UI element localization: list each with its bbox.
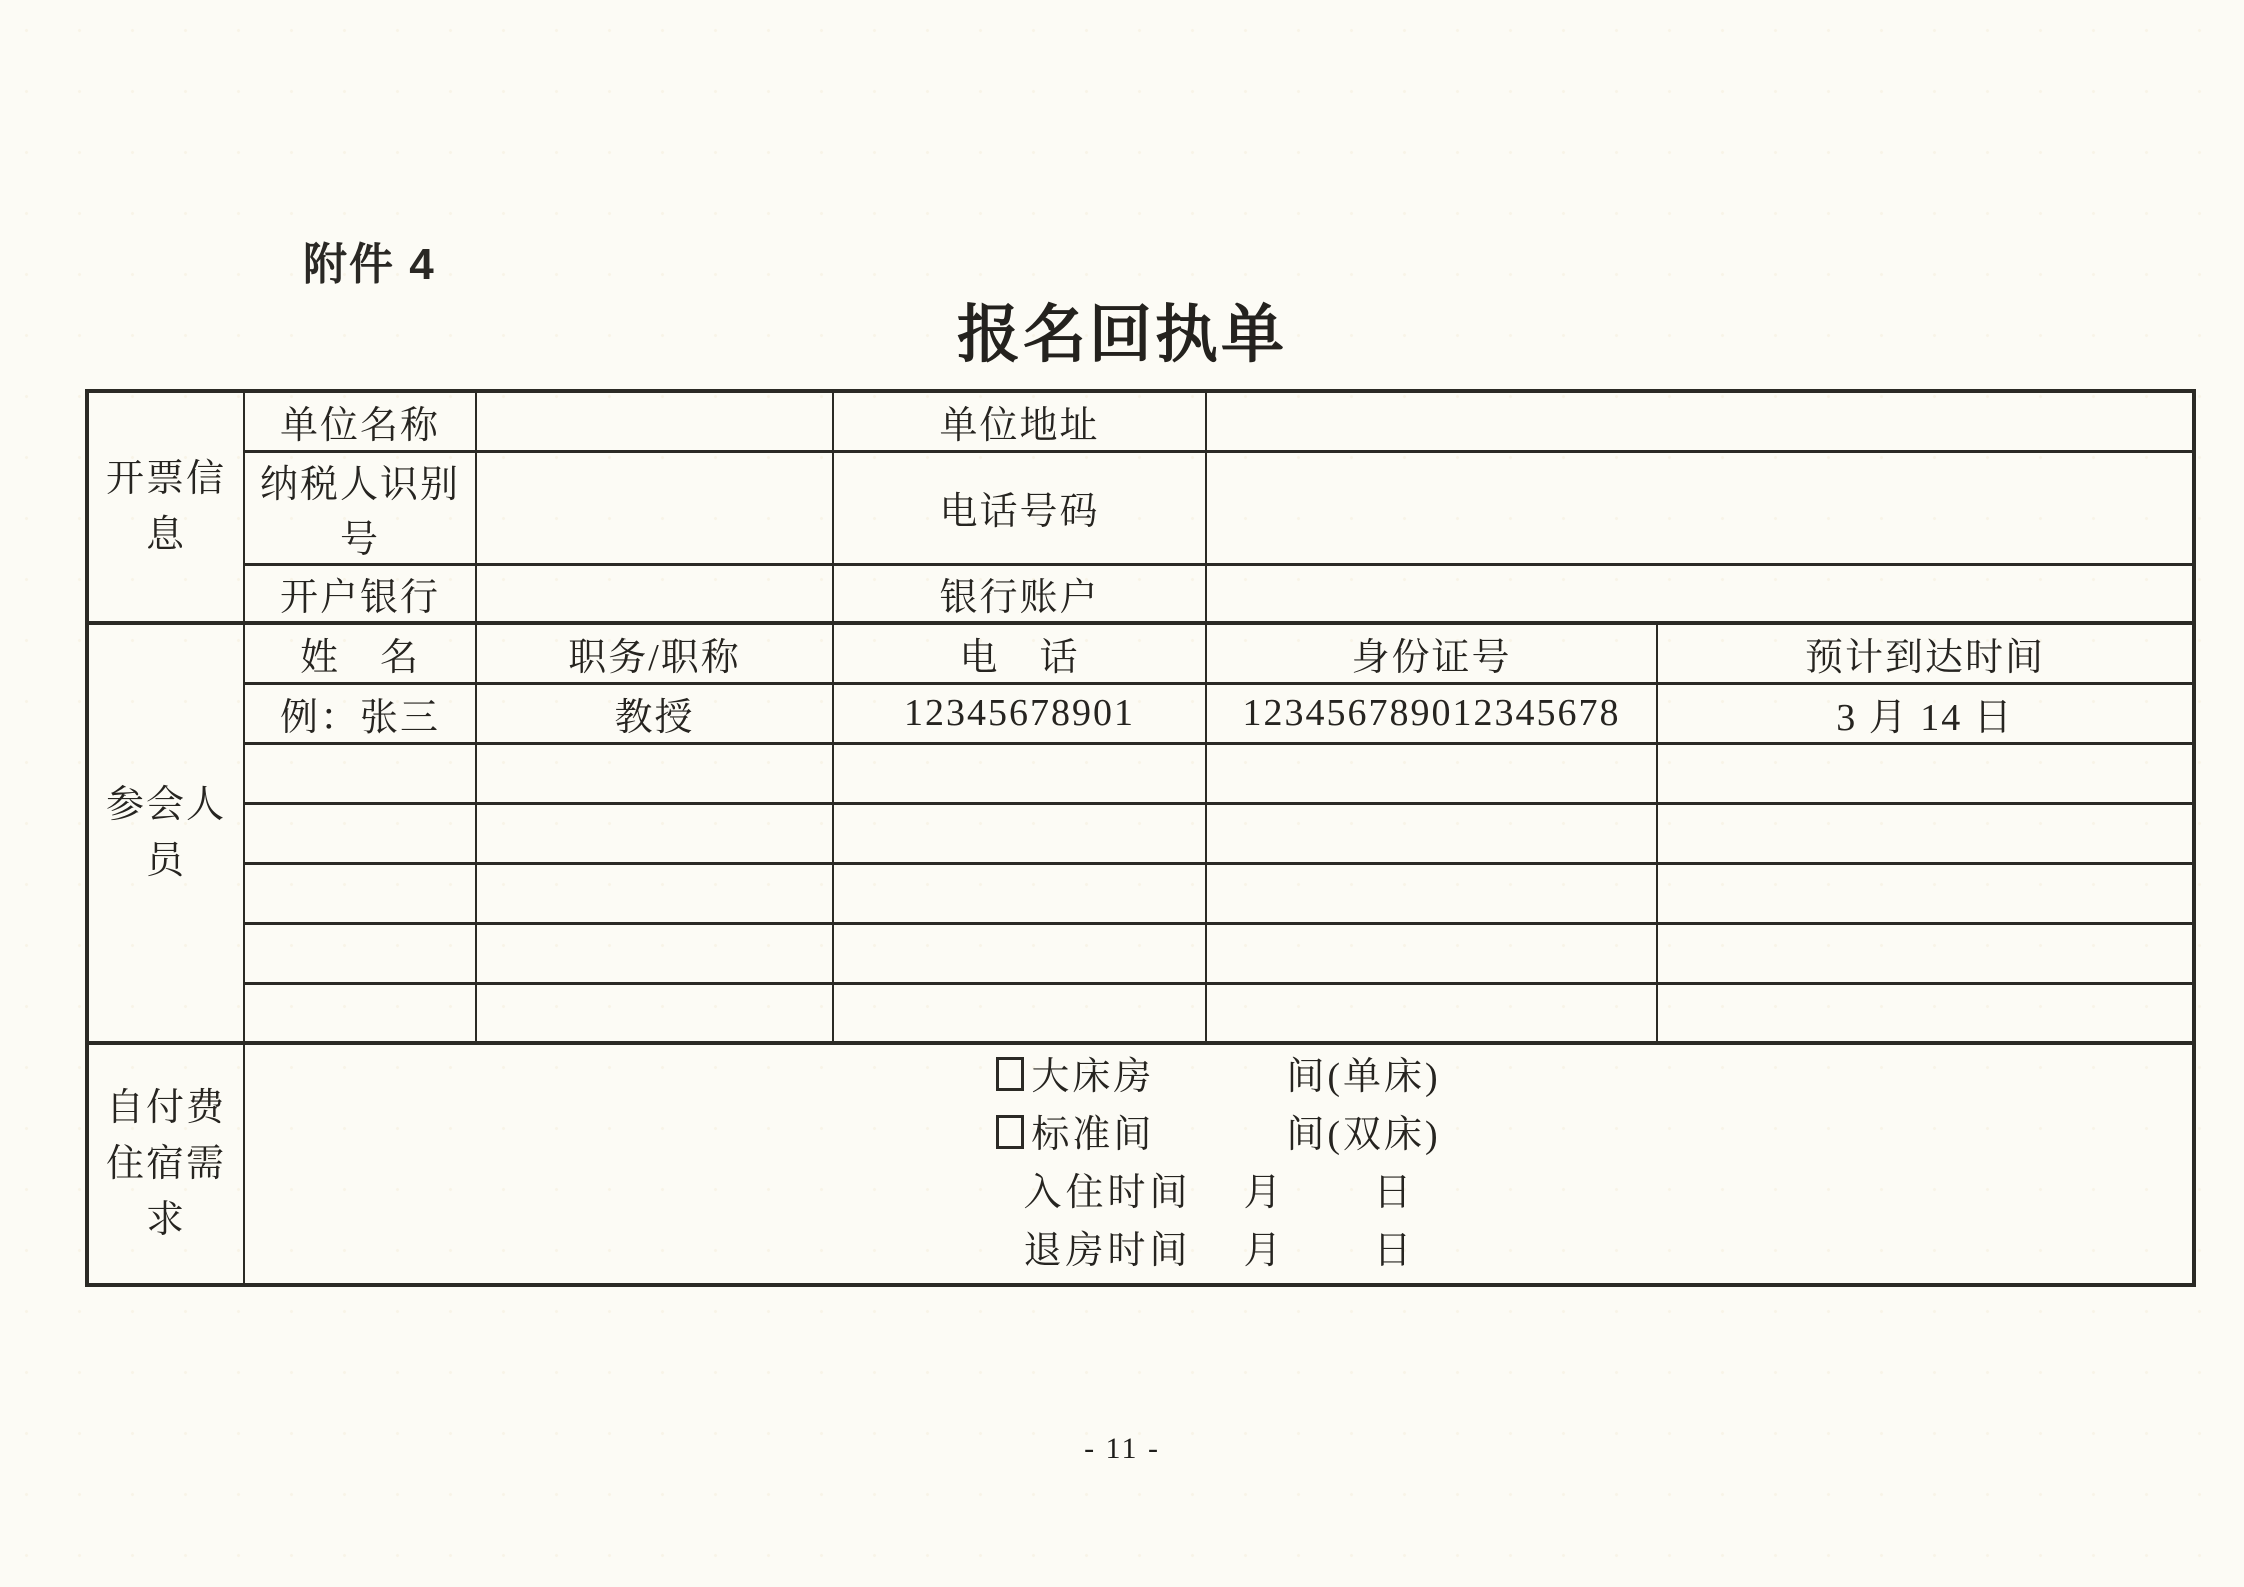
participant-id-cell[interactable] (1206, 743, 1657, 803)
example-phone: 12345678901 (833, 683, 1206, 743)
participant-arrival-cell[interactable] (1657, 923, 2194, 983)
participant-empty-row (87, 923, 2194, 983)
invoice-value-bank-account[interactable] (1206, 564, 2194, 623)
invoice-row-1 (87, 391, 2194, 451)
participants-header-phone: 电 话 (833, 623, 1206, 683)
invoice-value-company-address[interactable] (1206, 391, 2194, 451)
check-in-month-label: 月 (1243, 1172, 1284, 1214)
participant-arrival-cell[interactable] (1657, 743, 2194, 803)
participants-header-id-number: 身份证号 (1206, 623, 1657, 683)
participant-empty-row (87, 803, 2194, 863)
check-in-label: 入住时间 (1023, 1172, 1192, 1214)
invoice-value-bank[interactable] (476, 564, 833, 623)
participants-header-row (87, 623, 2194, 683)
invoice-row-2 (87, 451, 2194, 564)
participant-phone-cell[interactable] (833, 923, 1206, 983)
attachment-label: 附件 4 (303, 240, 436, 289)
participant-phone-cell[interactable] (833, 983, 1206, 1043)
participant-id-cell[interactable] (1206, 923, 1657, 983)
participant-empty-row (87, 983, 2194, 1043)
check-out-month-label: 月 (1243, 1230, 1284, 1272)
king-room-label: 大床房 (1031, 1056, 1155, 1098)
participants-example-row (87, 683, 2194, 743)
invoice-label-company-name: 单位名称 (244, 391, 476, 451)
participant-name-cell[interactable] (244, 863, 476, 923)
page-number: - 11 - (1084, 1432, 1160, 1465)
participants-header-title: 职务/职称 (476, 623, 833, 683)
accommodation-content-cell (244, 1043, 2194, 1285)
invoice-label-company-address: 单位地址 (833, 391, 1206, 451)
accommodation-section-label (87, 1043, 244, 1285)
participant-empty-row (87, 743, 2194, 803)
invoice-label-bank: 开户银行 (244, 564, 476, 623)
standard-room-count-suffix: 间(双床) (1286, 1114, 1441, 1156)
king-room-checkbox[interactable] (996, 1057, 1024, 1091)
participants-section-label: 参会人员 (87, 623, 244, 1043)
check-out-label: 退房时间 (1023, 1230, 1192, 1272)
participant-phone-cell[interactable] (833, 863, 1206, 923)
room-option-standard (245, 1106, 2192, 1164)
invoice-value-taxpayer-id[interactable] (476, 451, 833, 564)
participant-name-cell[interactable] (244, 803, 476, 863)
room-option-king (245, 1048, 2192, 1106)
example-name: 例：张三 (244, 683, 476, 743)
page-title: 报名回执单 (957, 300, 1287, 370)
participant-name-cell[interactable] (244, 923, 476, 983)
accommodation-row (87, 1043, 2194, 1285)
invoice-value-company-name[interactable] (476, 391, 833, 451)
participant-name-cell[interactable] (244, 983, 476, 1043)
standard-room-label: 标准间 (1031, 1114, 1155, 1156)
participants-header-name: 姓 名 (244, 623, 476, 683)
registration-form-table (85, 389, 2196, 1287)
participant-id-cell[interactable] (1206, 983, 1657, 1043)
example-arrival-time: 3 月 14 日 (1657, 683, 2194, 743)
accommodation-label-line2: 住宿需求 (105, 1143, 226, 1241)
example-id-number: 123456789012345678 (1206, 683, 1657, 743)
invoice-label-bank-account: 银行账户 (833, 564, 1206, 623)
participants-header-arrival-time: 预计到达时间 (1657, 623, 2194, 683)
invoice-row-3 (87, 564, 2194, 623)
accommodation-label-line1: 自付费 (105, 1087, 226, 1129)
participant-title-cell[interactable] (476, 743, 833, 803)
participant-phone-cell[interactable] (833, 743, 1206, 803)
participant-name-cell[interactable] (244, 743, 476, 803)
check-in-day-label: 日 (1373, 1172, 1414, 1214)
invoice-section-label: 开票信息 (87, 391, 244, 623)
check-out-time-row (245, 1222, 2192, 1280)
example-title: 教授 (476, 683, 833, 743)
participant-phone-cell[interactable] (833, 803, 1206, 863)
participant-empty-row (87, 863, 2194, 923)
participant-title-cell[interactable] (476, 863, 833, 923)
participant-id-cell[interactable] (1206, 863, 1657, 923)
participant-arrival-cell[interactable] (1657, 863, 2194, 923)
participant-title-cell[interactable] (476, 923, 833, 983)
invoice-value-phone-number[interactable] (1206, 451, 2194, 564)
check-in-time-row (245, 1164, 2192, 1222)
check-out-day-label: 日 (1373, 1230, 1414, 1272)
participant-id-cell[interactable] (1206, 803, 1657, 863)
standard-room-checkbox[interactable] (996, 1115, 1024, 1149)
king-room-count-suffix: 间(单床) (1286, 1056, 1441, 1098)
participant-title-cell[interactable] (476, 803, 833, 863)
participant-arrival-cell[interactable] (1657, 803, 2194, 863)
invoice-label-taxpayer-id: 纳税人识别号 (244, 451, 476, 564)
participant-arrival-cell[interactable] (1657, 983, 2194, 1043)
invoice-label-phone-number: 电话号码 (833, 451, 1206, 564)
participant-title-cell[interactable] (476, 983, 833, 1043)
